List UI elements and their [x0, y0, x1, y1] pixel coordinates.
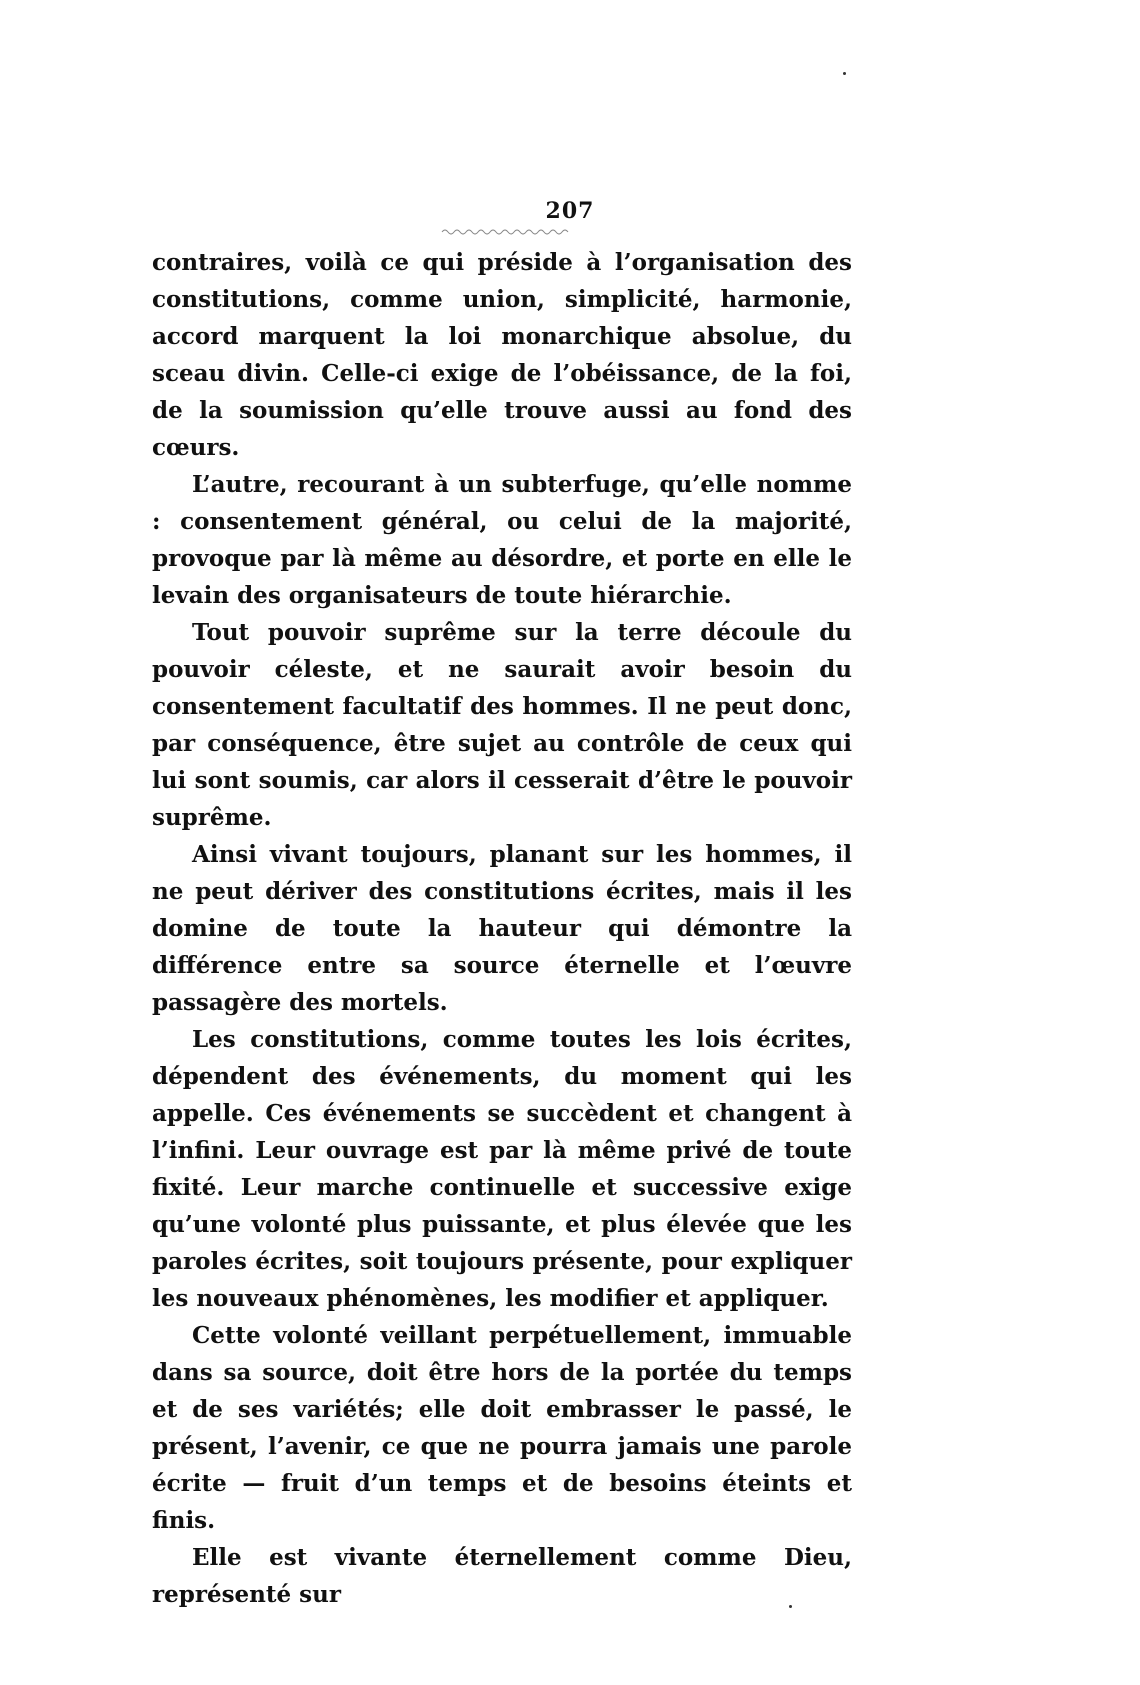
page-number: 207	[545, 198, 595, 224]
print-speck	[843, 72, 846, 75]
paragraph-7: Elle est vivante éternellement comme Dieu, représenté sur	[152, 1544, 852, 1608]
paragraph-2: L’autre, recourant à un subterfuge, qu’elle nomme : consentement général, ou celui de la majorité, provoque par là même au désordre, et porte en elle le levain des organisateurs de toute hiérarchie.	[152, 471, 852, 609]
paragraph-4: Ainsi vivant toujours, planant sur les hommes, il ne peut dériver des constitutions écrites, mais il les domine de toute la hauteur qui démontre la différence entre sa source éternelle et l’œuvre passagère des mortels.	[152, 841, 852, 1016]
paragraph-3: Tout pouvoir suprême sur la terre découle du pouvoir céleste, et ne saurait avoir besoin du consentement facultatif des hommes. Il ne peut donc, par conséquence, être sujet au contrôle de ceux qui lui sont soumis, car alors il cesserait d’être le pouvoir suprême.	[152, 619, 852, 831]
body-text	[152, 244, 852, 1613]
page-number-ornament	[440, 226, 570, 236]
print-speck	[789, 1605, 792, 1608]
paragraph-6: Cette volonté veillant perpétuellement, immuable dans sa source, doit être hors de la portée du temps et de ses variétés; elle doit embrasser le passé, le présent, l’avenir, ce que ne pourra jamais une parole écrite — fruit d’un temps et de besoins éteints et finis.	[152, 1322, 852, 1534]
paragraph-1: contraires, voilà ce qui préside à l’organisation des constitutions, comme union, simplicité, harmonie, accord marquent la loi monarchique absolue, du sceau divin. Celle-ci exige de l’obéissance, de la foi, de la soumission qu’elle trouve aussi au fond des cœurs.	[152, 249, 852, 461]
paragraph-5: Les constitutions, comme toutes les lois écrites, dépendent des événements, du moment qui les appelle. Ces événements se succèdent et changent à l’infini. Leur ouvrage est par là même privé de toute fixité. Leur marche continuelle et successive exige qu’une volonté plus puissante, et plus élevée que les paroles écrites, soit toujours présente, pour expliquer les nouveaux phénomènes, les modifier et appliquer.	[152, 1026, 852, 1312]
